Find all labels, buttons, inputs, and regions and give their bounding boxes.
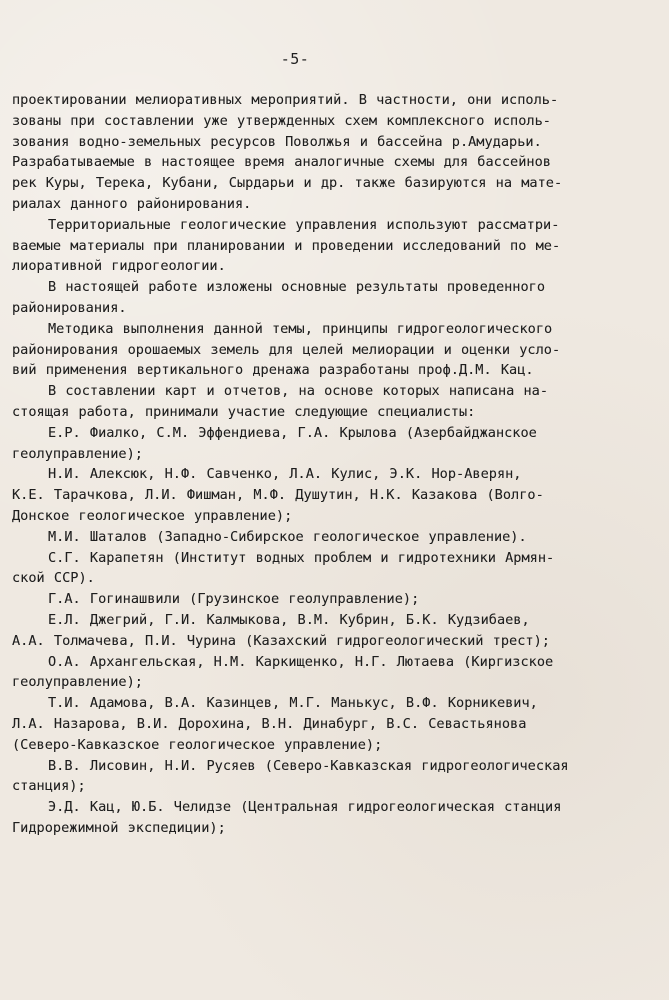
text-line: районирования.	[12, 299, 127, 316]
text-line: зованы при составлении уже утвержденных схем комплексного исполь-	[12, 112, 551, 129]
text-line: В настоящей работе изложены основные результаты проведенного	[48, 279, 546, 296]
text-line: Л.А. Назарова, В.И. Дорохина, В.Н. Динабург, В.С. Севастьянова	[12, 715, 527, 732]
text-line: Т.И. Адамова, В.А. Казинцев, М.Г. Манькус, В.Ф. Корникевич,	[48, 695, 538, 712]
text-line: станция);	[12, 778, 86, 795]
text-line: районирования орошаемых земель для целей мелиорации и оценки усло-	[12, 341, 561, 358]
document-body	[12, 90, 657, 839]
text-line: А.А. Толмачева, П.И. Чурина (Казахский гидрогеологический трест);	[12, 632, 550, 649]
text-line: рек Куры, Терека, Кубани, Сырдарьи и др. также базируются на мате-	[12, 175, 563, 192]
text-line: Гидрорежимной экспедиции);	[12, 819, 226, 836]
text-line: Донское геологическое управление);	[12, 507, 293, 524]
text-line: проектировании мелиоративных мероприятий. В частности, они исполь-	[12, 92, 559, 108]
text-line: С.Г. Карапетян (Институт водных проблем и гидротехники Армян-	[48, 549, 555, 566]
text-line: зования водно-земельных ресурсов Поволжья и бассейна р.Амударьи.	[12, 133, 542, 150]
text-line: Е.Л. Джегрий, Г.И. Калмыкова, В.М. Кубрин, Б.К. Кудзибаев,	[48, 611, 530, 628]
text-line: В составлении карт и отчетов, на основе которых написана на-	[48, 383, 549, 400]
page-number: -5-	[280, 50, 310, 68]
text-line: геолуправление);	[12, 674, 143, 691]
text-line: Е.Р. Фиалко, С.М. Эффендиева, Г.А. Крылова (Азербайджанское	[48, 424, 537, 441]
text-line: В.В. Лисовин, Н.И. Русяев (Северо-Кавказская гидрогеологическая	[48, 757, 569, 774]
text-line: Территориальные геологические управления используют рассматри-	[48, 216, 560, 233]
text-line: лиоративной гидрогеологии.	[12, 258, 226, 275]
text-line: Н.И. Алексюк, Н.Ф. Савченко, Л.А. Кулис, Э.К. Нор-Аверян,	[48, 466, 522, 483]
text-line: Г.А. Гогинашвили (Грузинское геолуправление);	[48, 591, 420, 608]
text-line: ваемые материалы при планировании и проведении исследований по ме-	[12, 237, 561, 254]
text-line: О.А. Архангельская, Н.М. Каркищенко, Н.Г. Лютаева (Киргизское	[48, 653, 554, 670]
text-line: Э.Д. Кац, Ю.Б. Челидзе (Центральная гидрогеологическая станция	[48, 799, 562, 816]
text-line: геолуправление);	[12, 445, 143, 462]
text-line: риалах данного районирования.	[12, 195, 252, 212]
text-line: вий применения вертикального дренажа разработаны проф.Д.М. Кац.	[12, 362, 534, 379]
text-line: К.Е. Тарачкова, Л.И. Фишман, М.Ф. Душутин, Н.К. Казакова (Волго-	[12, 487, 544, 504]
text-line: ской ССР).	[12, 570, 95, 587]
text-line: М.И. Шаталов (Западно-Сибирское геологическое управление).	[48, 528, 527, 545]
text-line: Методика выполнения данной темы, принципы гидрогеологического	[48, 320, 553, 337]
text-line: стоящая работа, принимали участие следующие специалисты:	[12, 403, 476, 420]
text-line: Разрабатываемые в настоящее время аналогичные схемы для бассейнов	[12, 154, 551, 171]
text-line: (Северо-Кавказское геологическое управление);	[12, 736, 383, 753]
